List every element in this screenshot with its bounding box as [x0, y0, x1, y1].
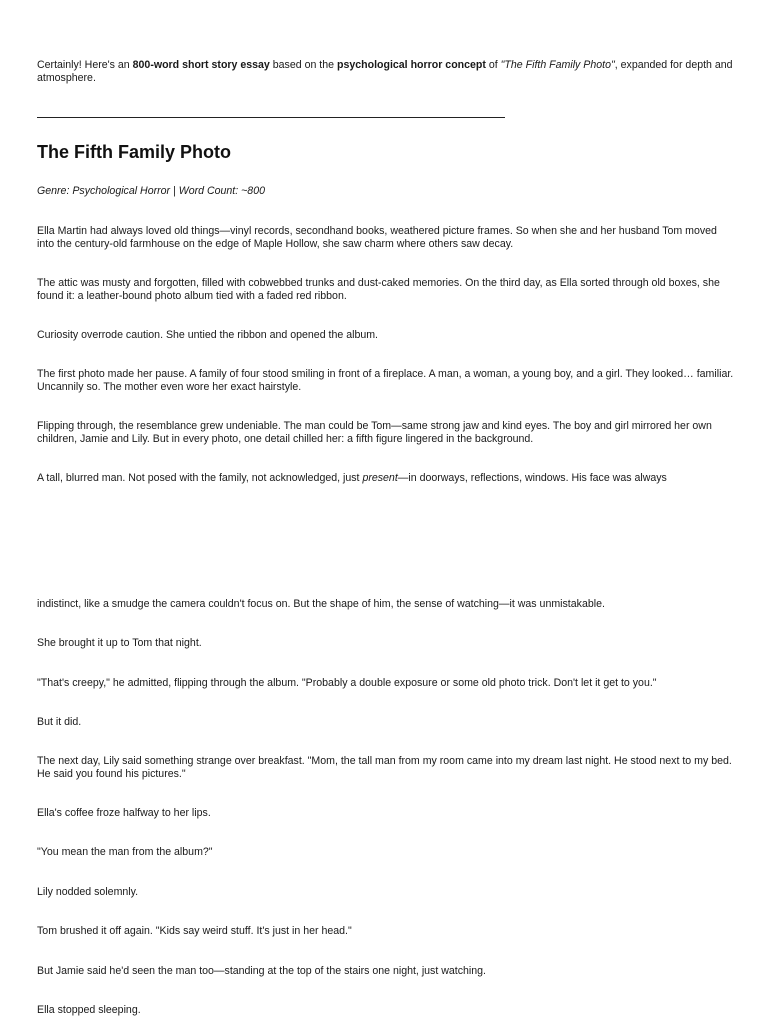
- intro-bold-text: psychological horror concept: [336, 59, 486, 71]
- story-text: —in doorways, reflections, windows. His face was always: [397, 472, 667, 484]
- intro-text: , expanded for depth and atmosphere.: [37, 59, 733, 85]
- story-italic-text: present: [362, 472, 398, 484]
- story-paragraph-15: Tom brushed it off again. "Kids say weird stuff. It's just in her head.": [37, 925, 352, 937]
- story-paragraph-2: The attic was musty and forgotten, filled with cobwebbed trunks and dust-caked memories. On the third day, as Ella sorted through old boxes, she found it: a leather-bound photo album tied with a faded red ribbon.: [37, 277, 720, 303]
- story-paragraph-1: Ella Martin had always loved old things—vinyl records, secondhand books, weathered picture frames. So when she and her husband Tom moved into the century-old farmhouse on the edge of Maple Hollow, she saw charm where others saw decay.: [37, 225, 717, 251]
- intro-bold-text: 800-word short story essay: [132, 59, 270, 71]
- story-paragraph-12: Ella's coffee froze halfway to her lips.: [37, 807, 211, 819]
- story-paragraph-9: "That's creepy," he admitted, flipping through the album. "Probably a double exposure or some old photo trick. Don't let it get to you.": [37, 677, 657, 689]
- story-paragraph-6: [37, 472, 735, 485]
- intro-text: Certainly! Here's an: [37, 59, 133, 71]
- story-paragraph-11: The next day, Lily said something strange over breakfast. "Mom, the tall man from my room came into my dream last night. He stood next to my bed. He said you found his pictures.": [37, 755, 732, 781]
- story-paragraph-10: But it did.: [37, 716, 82, 728]
- genre-line: Genre: Psychological Horror | Word Count: ~800: [37, 185, 265, 197]
- story-text: A tall, blurred man. Not posed with the family, not acknowledged, just: [37, 472, 363, 484]
- story-title: The Fifth Family Photo: [37, 142, 231, 162]
- story-paragraph-3: Curiosity overrode caution. She untied the ribbon and opened the album.: [37, 329, 378, 341]
- story-paragraph-7: indistinct, like a smudge the camera couldn't focus on. But the shape of him, the sense of watching—it was unmistakable.: [37, 598, 605, 610]
- story-paragraph-5: Flipping through, the resemblance grew undeniable. The man could be Tom—same strong jaw and kind eyes. The boy and girl mirrored her own children, Jamie and Lily. But in every photo, one detail chilled her: a fifth figure lingered in the background.: [37, 420, 712, 446]
- horizontal-divider: [37, 117, 505, 118]
- intro-italic-title: "The Fifth Family Photo": [500, 59, 615, 71]
- story-paragraph-13: "You mean the man from the album?": [37, 846, 213, 858]
- intro-paragraph: [37, 59, 735, 86]
- intro-text: of: [485, 59, 501, 71]
- story-paragraph-4: The first photo made her pause. A family of four stood smiling in front of a fireplace. A man, a woman, a young boy, and a girl. They looked… familiar. Uncannily so. The mother even wore her exact hairstyle.: [37, 368, 734, 394]
- story-paragraph-17: Ella stopped sleeping.: [37, 1004, 141, 1016]
- intro-text: based on the: [269, 59, 337, 71]
- story-paragraph-14: Lily nodded solemnly.: [37, 886, 139, 898]
- story-paragraph-8: She brought it up to Tom that night.: [37, 637, 202, 649]
- story-paragraph-16: But Jamie said he'd seen the man too—standing at the top of the stairs one night, just watching.: [37, 965, 486, 977]
